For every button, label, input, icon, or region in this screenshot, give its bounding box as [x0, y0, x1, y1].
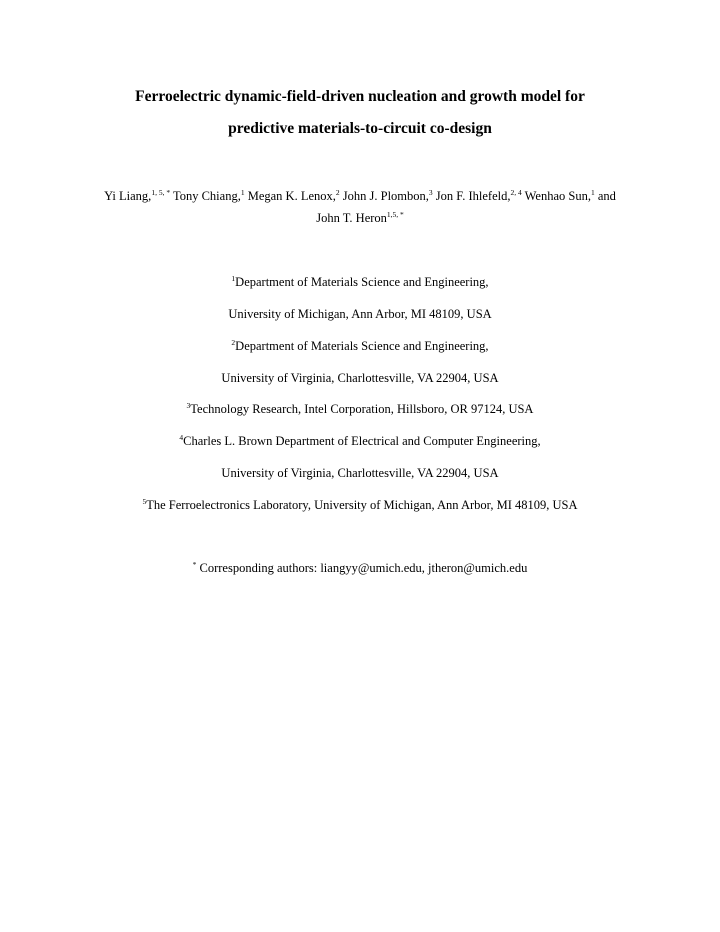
affiliation-text: Charles L. Brown Department of Electrical and Computer Engineering,: [183, 434, 541, 448]
author-name: Tony Chiang,: [170, 189, 241, 203]
affiliation-text: The Ferroelectronics Laboratory, University of Michigan, Ann Arbor, MI 48109, USA: [146, 498, 578, 512]
author-affiliation-marker: 1,5, *: [386, 210, 404, 219]
corresponding-marker: *: [192, 560, 197, 569]
author-name: Jon F. Ihlefeld,: [432, 189, 511, 203]
author-affiliation-marker: 2, 4: [510, 188, 522, 197]
author-affiliation-marker: 1: [240, 188, 245, 197]
affiliation-marker: 3: [186, 401, 191, 410]
paper-title-line-2: predictive materials-to-circuit co-design: [228, 120, 492, 137]
affiliation-marker: 5: [142, 497, 147, 506]
affiliation-4-line-2: University of Virginia, Charlottesville, VA 22904, USA: [221, 466, 499, 480]
affiliation-text: Department of Materials Science and Engineering,: [235, 275, 489, 289]
author-affiliation-marker: 2: [335, 188, 340, 197]
affiliation-2-line-2: University of Virginia, Charlottesville, VA 22904, USA: [221, 371, 499, 385]
affiliation-5-line-1: [0, 496, 720, 514]
author-name: John T. Heron: [316, 211, 387, 225]
author-name: John J. Plombon,: [339, 189, 429, 203]
affiliation-4-line-1: [0, 432, 720, 450]
affiliation-1-line-1: [0, 273, 720, 291]
author-affiliation-marker: 1, 5, *: [151, 188, 171, 197]
author-name: Wenhao Sun,: [521, 189, 591, 203]
author-affiliation-marker: 3: [428, 188, 433, 197]
author-conjunction: and: [594, 189, 616, 203]
affiliation-2-line-1: [0, 337, 720, 355]
corresponding-authors-text: Corresponding authors: liangyy@umich.edu, jtheron@umich.edu: [196, 561, 528, 575]
affiliation-text: Department of Materials Science and Engineering,: [235, 339, 489, 353]
paper-title-line-1: Ferroelectric dynamic-field-driven nucleation and growth model for: [135, 88, 585, 105]
affiliation-marker: 2: [231, 338, 236, 347]
affiliation-marker: 1: [231, 274, 236, 283]
affiliation-3-line-1: [0, 400, 720, 418]
corresponding-authors: [0, 559, 720, 577]
affiliation-1-line-2: University of Michigan, Ann Arbor, MI 48109, USA: [228, 307, 492, 321]
author-list-line-2: [0, 209, 720, 227]
affiliation-text: Technology Research, Intel Corporation, Hillsboro, OR 97124, USA: [190, 402, 534, 416]
author-name: Megan K. Lenox,: [244, 189, 336, 203]
author-affiliation-marker: 1: [590, 188, 595, 197]
author-name: Yi Liang,: [104, 189, 152, 203]
author-list-line-1: [0, 187, 720, 205]
affiliation-marker: 4: [179, 433, 184, 442]
